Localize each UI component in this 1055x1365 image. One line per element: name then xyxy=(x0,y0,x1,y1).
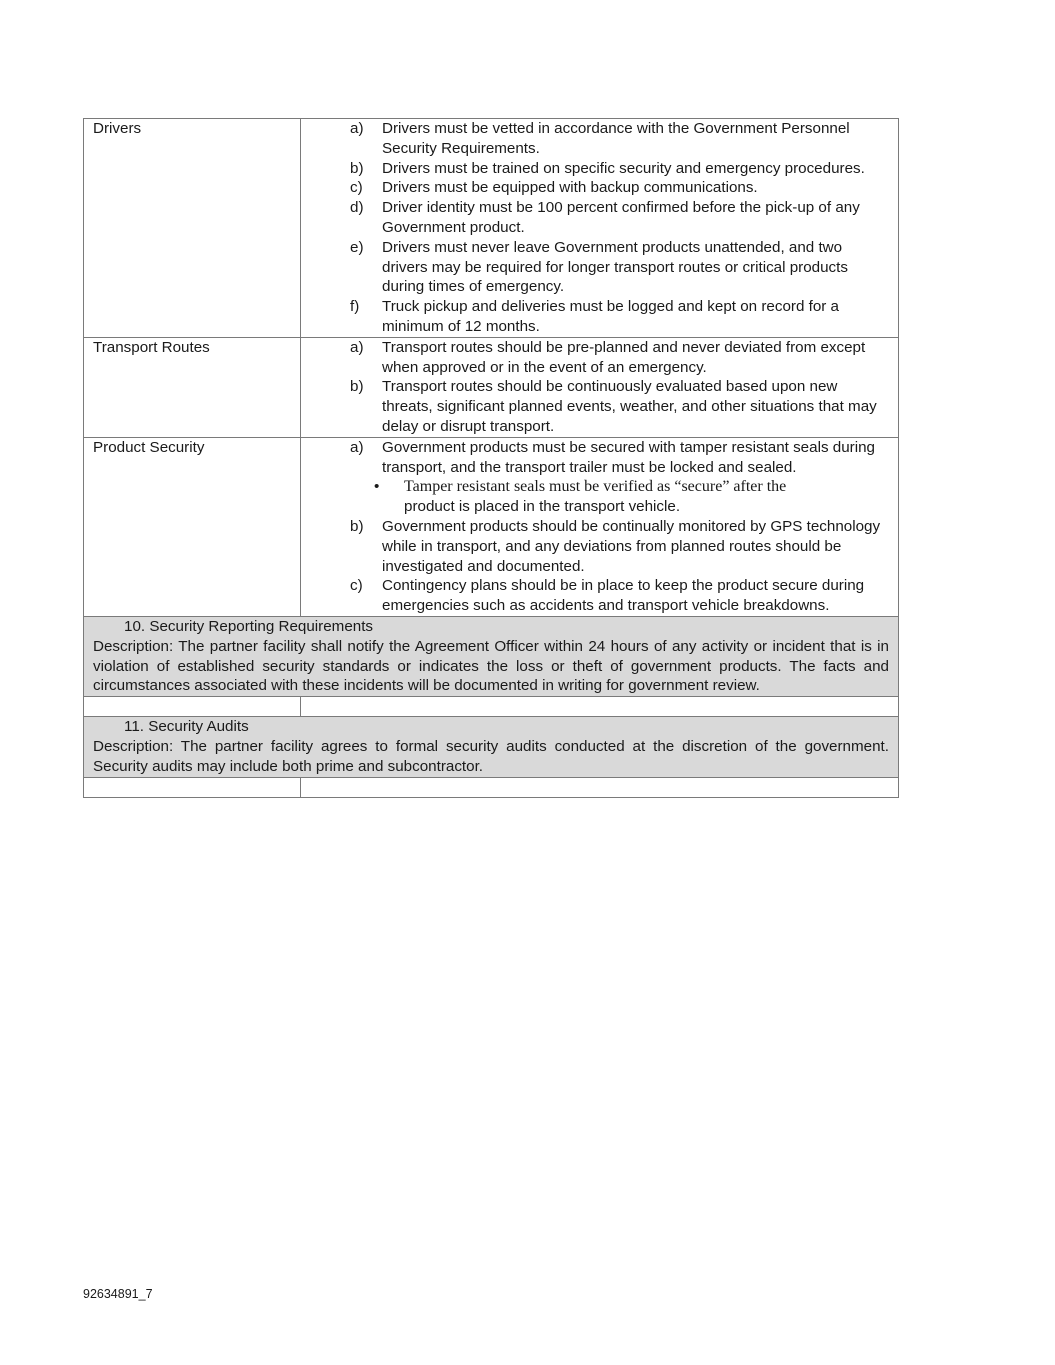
sub-bullet-item xyxy=(372,477,889,517)
sub-bullet-text-sans: product is placed in the transport vehicle. xyxy=(404,498,681,516)
requirement-list xyxy=(310,438,889,478)
empty-cell xyxy=(301,777,899,797)
row-label-cell xyxy=(84,437,301,616)
empty-row xyxy=(84,777,899,797)
list-marker: a) xyxy=(350,438,364,456)
empty-cell xyxy=(84,697,301,717)
list-item xyxy=(350,119,889,159)
table-row xyxy=(84,119,899,338)
list-item xyxy=(350,198,889,238)
requirement-list xyxy=(310,119,889,337)
sub-bullet-text-serif: Tamper resistant seals must be verified as “secure” after the xyxy=(404,478,787,496)
section-cell xyxy=(84,616,899,696)
section-heading: 10. Security Reporting Requirements xyxy=(124,617,374,635)
list-item-text: Government products must be secured with tamper resistant seals during transport, and the transport trailer must be locked and sealed. xyxy=(382,438,875,476)
requirements-table xyxy=(83,118,899,798)
table-row xyxy=(84,337,899,437)
row-label-cell xyxy=(84,119,301,338)
list-marker: b) xyxy=(350,159,364,177)
list-marker: c) xyxy=(350,577,363,595)
list-item-text: Transport routes should be pre-planned and never deviated from except when approved or in the event of an emergency. xyxy=(382,338,866,376)
list-item-text: Driver identity must be 100 percent confirmed before the pick-up of any Government product. xyxy=(382,199,860,236)
list-item-text: Drivers must be trained on specific security and emergency procedures. xyxy=(382,159,865,177)
section-heading: 11. Security Audits xyxy=(124,718,249,736)
list-marker: b) xyxy=(350,517,364,535)
list-item xyxy=(350,297,889,337)
list-item xyxy=(350,338,889,378)
section-description: Description: The partner facility shall notify the Agreement Officer within 24 hours of any activity or incident that is in violation of established security standards or indicates the loss or theft of government products. The facts and circumstances associated with these incidents will be documented in writing for government review. xyxy=(93,637,889,695)
list-item-text: Transport routes should be continuously evaluated based upon new threats, significant planned events, weather, and other situations that may delay or disrupt transport. xyxy=(382,378,877,435)
bullet-marker: • xyxy=(374,478,380,496)
list-item xyxy=(350,438,889,478)
section-cell xyxy=(84,717,899,777)
list-item xyxy=(350,159,889,179)
list-item-text: Drivers must be vetted in accordance with the Government Personnel Security Requirements. xyxy=(382,120,850,157)
row-label: Transport Routes xyxy=(93,338,210,356)
list-marker: b) xyxy=(350,378,364,396)
section-description: Description: The partner facility agrees to formal security audits conducted at the discretion of the government. Security audits may include both prime and subcontractor. xyxy=(93,737,889,775)
list-item-text: Government products should be continually monitored by GPS technology while in transport, and any deviations from planned routes should be investigated and documented. xyxy=(382,517,881,575)
list-item-text: Contingency plans should be in place to keep the product secure during emergencies such as accidents and transport vehicle breakdowns. xyxy=(382,577,865,615)
requirement-list xyxy=(310,338,889,437)
empty-row xyxy=(84,697,899,717)
row-label: Product Security xyxy=(93,438,205,456)
row-label: Drivers xyxy=(93,120,142,137)
row-content-cell xyxy=(301,437,899,616)
requirement-list xyxy=(310,517,889,616)
list-marker: a) xyxy=(350,338,364,356)
empty-cell xyxy=(84,777,301,797)
list-item xyxy=(350,517,889,576)
list-item xyxy=(350,238,889,297)
list-marker: d) xyxy=(350,199,364,217)
row-label-cell xyxy=(84,337,301,437)
list-item xyxy=(350,377,889,436)
row-content-cell xyxy=(301,119,899,338)
list-marker: a) xyxy=(350,120,364,137)
sub-bullet-list xyxy=(310,477,889,517)
list-item xyxy=(350,576,889,616)
row-content-cell xyxy=(301,337,899,437)
list-item-text: Drivers must be equipped with backup communications. xyxy=(382,179,758,197)
list-item xyxy=(350,178,889,198)
document-id: 92634891_7 xyxy=(83,1287,153,1301)
sub-bullet-text xyxy=(404,477,889,517)
table-row xyxy=(84,437,899,616)
list-item-text: Drivers must never leave Government products unattended, and two drivers may be required for longer transport routes or critical products during times of emergency. xyxy=(382,238,848,296)
list-item-text: Truck pickup and deliveries must be logged and kept on record for a minimum of 12 months. xyxy=(382,298,840,335)
list-marker: e) xyxy=(350,238,364,256)
empty-cell xyxy=(301,697,899,717)
list-marker: f) xyxy=(350,298,360,316)
section-row-audits xyxy=(84,717,899,777)
section-row-reporting xyxy=(84,616,899,696)
list-marker: c) xyxy=(350,179,363,197)
